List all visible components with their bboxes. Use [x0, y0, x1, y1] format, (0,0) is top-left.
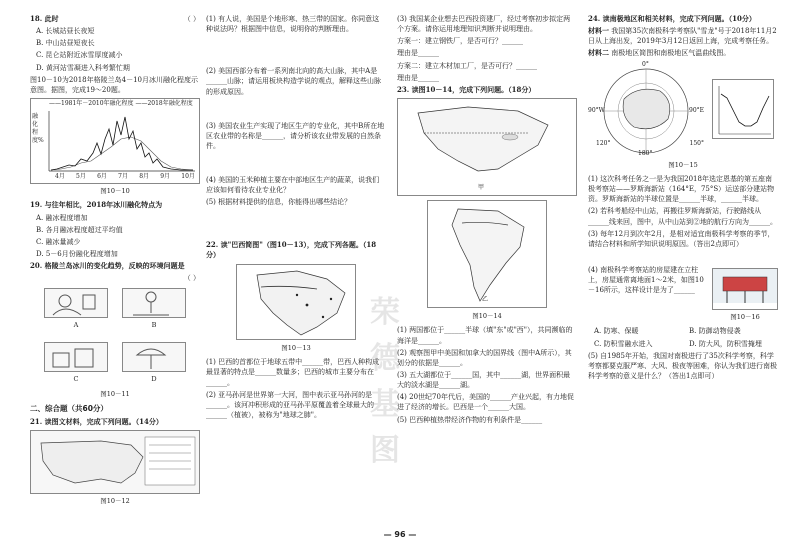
subquestion: (5) 根据材料提供的信息，你能得出哪些结论？ [206, 198, 352, 207]
subquestion: (2) 观察图甲中美国和加拿大的国界线（图中A所示），其划分的依据是______。 [397, 348, 572, 367]
material-text: 我国第35次南极科学考察队"雪龙"号于2018年11月2日从上海出发，2019年3月12日返回上海，完成考察任务。 [588, 27, 777, 46]
option: A. 融冰程度增加 [36, 213, 88, 222]
subquestion: (3) 五大湖都位于______国，其中______湖，世界面积最大的淡水湖是______湖。 [397, 370, 571, 390]
x-tick: 5月 [76, 173, 86, 181]
us-map-svg [31, 431, 199, 493]
x-tick: 10月 [181, 173, 195, 181]
south-america-map-svg [428, 201, 546, 307]
x-tick: 8月 [139, 173, 150, 181]
cartoon-image [44, 342, 108, 372]
option: B. 防御动物侵袭 [689, 327, 741, 336]
figure-caption: 图10－12 [100, 496, 130, 505]
column-1 [30, 14, 200, 510]
cartoon-d [122, 339, 186, 388]
question-22: 22. 读"巴西简图"（图10－13），完成下列各题。（18分） [206, 239, 377, 259]
subquestion: (1) 两国都位于______半球（填"东"或"西"），共同濒临的海洋是______。 [397, 326, 573, 345]
angle-label: 90°W [588, 106, 605, 114]
question-20: 20. 格陵兰岛冰川的变化趋势，反映的环境问题是 [30, 261, 185, 271]
south-america-map [427, 200, 547, 308]
station-figure [712, 265, 778, 326]
figure-caption: 图10－16 [730, 312, 760, 321]
option: A. 防寒、保暖 [594, 327, 639, 336]
brazil-map [236, 264, 356, 340]
subquestion: (4) 20世纪70年代后，美国的______产业兴起，有力地促进了经济的增长。巴西是一个______大国。 [397, 393, 574, 412]
answer-space [588, 251, 778, 265]
intro-text: 图10－10为2018年格陵兰岛4－10月冰川融化程度示意图。据图，完成19～20题。 [30, 75, 198, 94]
cartoon-image [44, 288, 108, 318]
answer-space [206, 36, 386, 66]
material-label: 材料二 [588, 48, 609, 58]
column-2 [206, 14, 386, 422]
column-4 [588, 14, 778, 383]
column-3 [397, 14, 577, 427]
x-tick: 4月 [55, 173, 65, 181]
figure-caption: 图10－14 [472, 311, 502, 320]
chart-ylabel: 融化程度% [32, 112, 44, 144]
options-grid [588, 326, 778, 350]
angle-label: 150° [689, 139, 704, 147]
option: C. 昆仑站附近冰雪厚度减小 [36, 51, 123, 60]
map-label: 乙 [482, 296, 489, 304]
section-heading: 二、综合题（共60分） [30, 403, 108, 413]
north-america-map [397, 98, 577, 196]
answer-paren: （ ） [183, 15, 200, 23]
cartoon-label: D [151, 374, 157, 383]
temperature-curve [712, 79, 774, 139]
cartoon-label: B [151, 321, 157, 330]
question-21: 21. 读图文材料，完成下列问题。（14分） [30, 416, 163, 426]
page-number: — 96 — [383, 530, 417, 540]
x-tick: 6月 [97, 173, 107, 181]
cartoon-label: A [73, 321, 79, 330]
subquestion: (4) 美国的玉米种植主要在中部地区生产的蔬菜，说我们应该如何看待农业专业化？ [206, 176, 380, 195]
subquestion: 理由是______ [397, 73, 439, 82]
question-24: 24. 读南极地区和相关材料，完成下列问题。（10分） [588, 14, 756, 23]
subquestion: (2) 美国西部分布着一系列南北向的高大山脉，其中A是______山脉；请运用板块构造学说的观点，解释这些山脉的形成原因。 [206, 67, 381, 96]
map-label: 甲 [478, 184, 485, 192]
angle-label: 90°E [689, 106, 705, 114]
material-label: 材料一 [588, 26, 609, 36]
answer-space [206, 210, 386, 240]
north-america-map-svg [398, 99, 576, 195]
subquestion: (1) 这次科考任务之一是为我国2018年选定恩基的第五座南极考察站——罗斯海新站（164°E，75°S）运送部分建站物资。罗斯海新站的半球位置是______半球，______半球。 [588, 174, 775, 204]
option: B. 各月融冰程度超过平均值 [36, 225, 123, 234]
chart-xticks [55, 173, 195, 182]
subquestion: (2) 亚马孙河是世界第一大河，图中表示亚马孙河的是______。该河冲积形成的亚马孙平原覆盖着全球最大的______（植被），被称为"地球之肺"。 [206, 390, 374, 419]
option: D. 黄河站雪凝进入科考繁忙期 [36, 63, 130, 72]
temperature-curve-svg [713, 80, 773, 138]
us-map [30, 430, 200, 494]
subquestion: (1) 有人说，美国是个地形寒、热三带的国家。你同意这种说法吗？根据图中信息，说明你的判断理由。 [206, 15, 380, 34]
option: B. 中山站昼短夜长 [36, 39, 95, 48]
answer-space [206, 153, 386, 175]
subquestion: (5) 巴西种植热带经济作物的有利条件是______ [397, 415, 543, 424]
answer-space [206, 99, 386, 121]
cartoon-label: C [73, 374, 79, 383]
chart-legend: ——1981年－2010年融化程度 ——2018年融化程度 [49, 99, 193, 107]
cartoon-b [122, 285, 186, 334]
option: A. 长城站昼长夜短 [36, 27, 95, 36]
figure-caption: 图10－10 [100, 186, 130, 195]
option: C. 防积雪融水进入 [594, 339, 653, 348]
angle-label: 120° [596, 139, 611, 147]
antarctic-polar-map [588, 61, 708, 159]
cartoon-image [122, 342, 186, 372]
cartoon-grid [30, 285, 200, 388]
cartoon-a [44, 285, 108, 334]
figure-caption: 图10－13 [281, 343, 311, 352]
antarctic-figures [588, 61, 778, 159]
angle-label: 180° [638, 149, 653, 157]
cartoon-c [44, 339, 108, 388]
figure-caption: 图10－15 [668, 160, 698, 169]
subquestion: (3) 每年12月到次年2月，是相对适宜南极科学考察的季节，请结合材料和所学知识说明原因。（答出2点即可） [588, 229, 775, 248]
station-photo [712, 268, 778, 310]
cartoon-image [122, 288, 186, 318]
answer-paren: （ ） [183, 274, 200, 283]
angle-label: 0° [642, 60, 649, 68]
x-tick: 9月 [160, 173, 171, 181]
subquestion: (5) 自1985年开始，我国对南极进行了35次科学考察，科学考察都要克服严寒、大风、极夜等困难，你认为我们进行南极科学考察的意义是什么？（答出1点即可） [588, 351, 777, 380]
question-23: 23. 读图10－14，完成下列问题。（18分） [397, 84, 536, 94]
station-block [588, 265, 778, 326]
x-tick: 7月 [118, 173, 128, 181]
figure-caption: 图10－11 [100, 390, 130, 399]
subquestion: (2) 若科考船经中山站，再搬往罗斯海新站，行驶路线从______线来回，图中，从中山站到②地的航行方向为______。 [588, 207, 777, 226]
melt-chart-svg [31, 99, 199, 183]
question-18: 18. 此时 [30, 14, 59, 23]
material-text: 南极地区简图和南极地区气温曲线图。 [611, 49, 731, 58]
watermark: 荣德基图 [370, 295, 400, 468]
subquestion: 理由是______ [397, 49, 439, 58]
subquestion: 方案二：建立木材加工厂，是否可行？______ [397, 61, 537, 70]
subquestion: (3) 美国农业生产实现了地区生产的专业化，其中B所在地区农业带的名称是______，请分析该农业带发展的自然条件。 [206, 121, 385, 150]
melt-chart [30, 98, 200, 184]
subquestion: (3) 我国某企业想去巴西投资建厂，经过考察初步拟定两个方案。请你运用地理知识判断并说明理由。 [397, 15, 571, 34]
subquestion: (1) 巴西的首都位于地球五带中______带，巴西人种构成最显著的特点是______数量多；巴西的城市主要分布在______。 [206, 358, 380, 387]
option: D. 5－6月份融化程度增加 [36, 249, 118, 258]
subquestion: (4) 南极科学考察站的房屋建在立柱上，房屋通常离地面1～2米，如图10－16所示，这样设计是为了______ [588, 265, 704, 295]
option: C. 融冰量减少 [36, 237, 81, 246]
option: D. 防大风，防积雪掩埋 [689, 339, 762, 348]
brazil-map-svg [237, 265, 355, 339]
question-19: 19. 与往年相比，2018年冰川融化特点为 [30, 200, 163, 210]
subquestion: 方案一：建立钢铁厂，是否可行？______ [397, 37, 523, 46]
